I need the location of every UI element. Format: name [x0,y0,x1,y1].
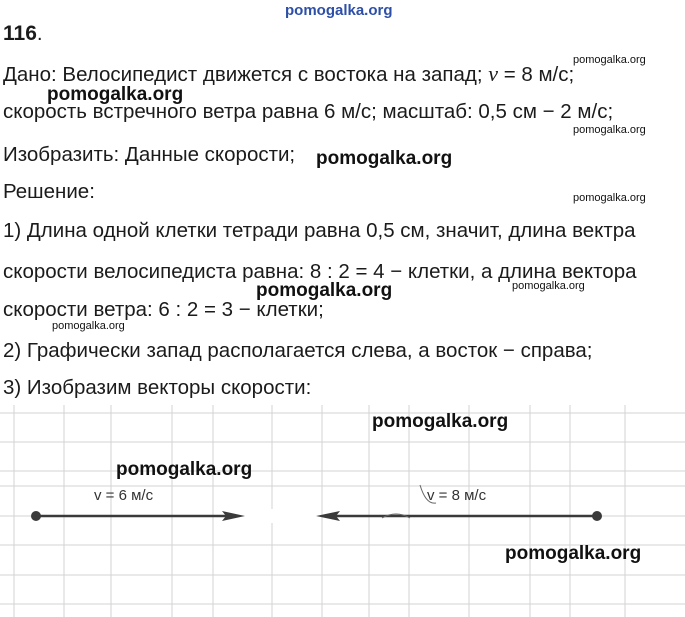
watermark: pomogalka.org [256,280,393,301]
solution-heading: Решение: [3,180,95,203]
step-3-line: 3) Изобразим векторы скорости: [3,376,312,399]
problem-number: 116. [3,22,43,45]
watermark: pomogalka.org [52,320,125,332]
watermark: pomogalka.org [573,54,646,66]
watermark: pomogalka.org [505,543,642,564]
watermark: pomogalka.org [512,280,585,292]
vector-diagram [0,405,685,617]
gap-between-vectors [240,509,320,523]
watermark: pomogalka.org [116,459,253,480]
grid-lines [0,405,685,617]
header-watermark: pomogalka.org [285,2,393,19]
step-2-line: 2) Графически запад располагается слева, а восток − справа; [3,339,593,362]
watermark: pomogalka.org [316,148,453,169]
wind-speed-line: скорость встречного ветра равна 6 м/с; масштаб: 0,5 см − 2 м/с; [3,100,614,123]
step-1-line-1: 1) Длина одной клетки тетради равна 0,5 см, значит, длина вектра [3,219,636,242]
step-1-line-3: скорости ветра: 6 : 2 = 3 − клетки; [3,298,324,321]
given-line: Дано: Велосипедист движется с востока на запад; v = 8 м/с; [3,61,575,86]
cyclist-vector-start-point [592,511,602,521]
watermark: pomogalka.org [573,124,646,136]
wind-vector-label: v = 6 м/с [94,487,154,504]
depict-line: Изобразить: Данные скорости; [3,143,296,166]
step-1-line-2: скорости велосипедиста равна: 8 : 2 = 4 − клетки, а длина вектора [3,260,637,283]
velocity-symbol: v [488,61,498,86]
wind-vector-start-point [31,511,41,521]
watermark: pomogalka.org [372,411,509,432]
watermark: pomogalka.org [47,84,184,105]
watermark: pomogalka.org [573,192,646,204]
cyclist-vector-label: v = 8 м/с [427,487,487,504]
